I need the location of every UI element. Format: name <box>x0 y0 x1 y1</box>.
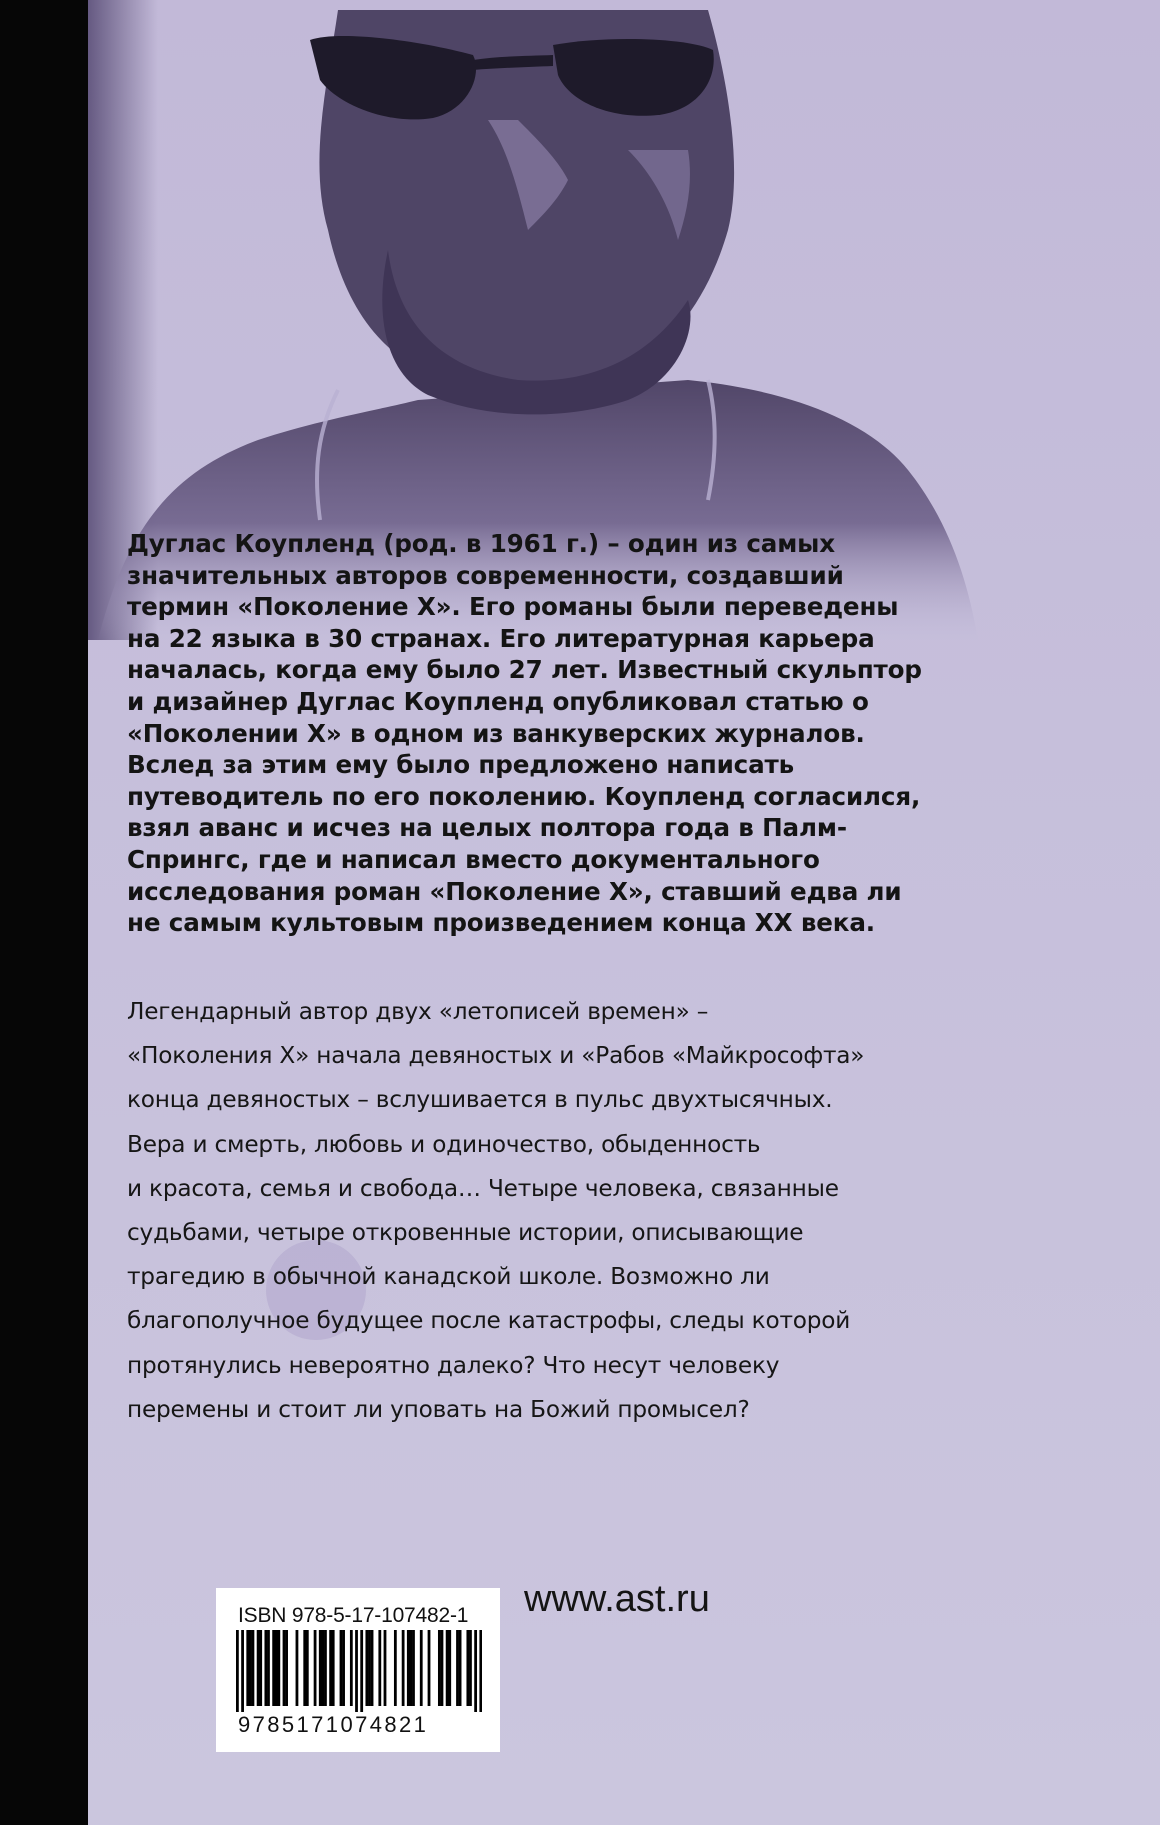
bio-line: исследования роман «Поколение Х», ставший едва ли <box>127 876 902 906</box>
barcode-bar <box>285 1630 288 1706</box>
barcode-bar <box>267 1630 270 1706</box>
barcode-bar <box>469 1630 472 1706</box>
barcode-bar <box>340 1630 343 1706</box>
bio-line: Спрингс, где и написал вместо документального <box>127 844 820 874</box>
barcode-bar <box>448 1630 451 1706</box>
barcode-bar <box>371 1630 374 1706</box>
author-bio <box>127 528 1007 939</box>
barcode-bar <box>407 1630 410 1706</box>
barcode-bar <box>257 1630 260 1706</box>
bio-line: путеводитель по его поколению. Коупленд согласился, <box>127 781 921 811</box>
blurb-line: трагедию в обычной канадской школе. Возможно ли <box>127 1263 770 1291</box>
barcode-bar <box>296 1630 299 1706</box>
bio-line: Дуглас Коупленд (род. в 1961 г.) – один из самых <box>127 529 835 558</box>
barcode-bar <box>350 1630 353 1706</box>
barcode-bar <box>438 1630 441 1706</box>
bio-line: термин «Поколение Х». Его романы были переведены <box>127 592 899 622</box>
barcode-bar <box>332 1630 335 1706</box>
bio-line: началась, когда ему было 27 лет. Известный скульптор <box>127 655 922 685</box>
barcode-bar <box>306 1630 309 1706</box>
blurb-line: протянулись невероятно далеко? Что несут человеку <box>127 1351 780 1379</box>
barcode-bar <box>378 1630 381 1706</box>
barcode-bar <box>384 1630 387 1706</box>
blurb-line: перемены и стоит ли уповать на Божий промысел? <box>127 1395 750 1423</box>
blurb-line: «Поколения Х» начала девяностых и «Рабов «Майкрософта» <box>127 1042 865 1070</box>
bio-line: «Поколении Х» в одном из ванкуверских журналов. <box>127 718 865 748</box>
barcode-bar <box>283 1630 286 1706</box>
barcode-bar <box>241 1630 244 1712</box>
publisher-website[interactable]: www.ast.ru <box>524 1578 710 1620</box>
barcode-bar <box>236 1630 239 1712</box>
barcode-bar <box>259 1630 262 1706</box>
barcode-bar <box>314 1630 317 1706</box>
barcode-bar <box>456 1630 459 1706</box>
barcode-bar <box>459 1630 462 1706</box>
barcode-bar <box>252 1630 255 1706</box>
blurb-line: Легендарный автор двух «летописей времен» – <box>127 998 709 1025</box>
barcode-bar <box>324 1630 327 1706</box>
barcode-bar <box>441 1630 444 1706</box>
barcode-bar <box>249 1630 252 1706</box>
barcode-bar <box>277 1630 280 1706</box>
barcode-bar <box>412 1630 415 1706</box>
barcode-bar <box>474 1630 477 1712</box>
barcode-bar <box>479 1630 482 1712</box>
blurb-line: благополучное будущее после катастрофы, следы которой <box>127 1307 851 1335</box>
book-blurb <box>127 990 1007 1432</box>
bio-line: взял аванс и исчез на целых полтора года в Палм- <box>127 813 847 843</box>
barcode-bar <box>355 1630 358 1712</box>
isbn-label: ISBN 978-5-17-107482-1 <box>238 1604 469 1627</box>
barcode-bar <box>321 1630 324 1706</box>
bio-line: и дизайнер Дуглас Коупленд опубликовал статью о <box>127 686 869 716</box>
bio-line: не самым культовым произведением конца ХХ века. <box>127 908 875 938</box>
barcode-bars <box>236 1630 482 1712</box>
barcode-bar <box>319 1630 322 1706</box>
barcode-bar <box>272 1630 275 1706</box>
barcode-digits: 9785171074821 <box>238 1712 429 1737</box>
blurb-line: и красота, семья и свобода… Четыре человека, связанные <box>127 1174 839 1202</box>
blurb-line: судьбами, четыре откровенные истории, описывающие <box>127 1219 804 1247</box>
barcode-bar <box>368 1630 371 1706</box>
barcode-bar <box>246 1630 249 1706</box>
barcode-bar <box>264 1630 267 1706</box>
book-spine <box>0 0 88 1825</box>
barcode-bar <box>420 1630 423 1706</box>
barcode-bar <box>409 1630 412 1706</box>
isbn-barcode <box>216 1588 500 1752</box>
bio-line: на 22 языка в 30 странах. Его литературная карьера <box>127 623 875 653</box>
barcode-bar <box>360 1630 363 1712</box>
barcode-bar <box>329 1630 332 1706</box>
barcode-bar <box>428 1630 431 1706</box>
blurb-line: конца девяностых – вслушивается в пульс двухтысячных. <box>127 1086 833 1114</box>
barcode-bar <box>342 1630 345 1706</box>
barcode-bar <box>446 1630 449 1706</box>
blurb-line: Вера и смерть, любовь и одиночество, обыденность <box>127 1130 761 1158</box>
barcode-bar <box>402 1630 405 1706</box>
bio-line: значительных авторов современности, создавший <box>127 560 844 590</box>
barcode-bar <box>303 1630 306 1706</box>
barcode-bar <box>365 1630 368 1706</box>
barcode-bar <box>394 1630 397 1706</box>
barcode-bar <box>275 1630 278 1706</box>
bio-line: Вслед за этим ему было предложено написать <box>127 750 795 780</box>
barcode-bar <box>466 1630 469 1706</box>
